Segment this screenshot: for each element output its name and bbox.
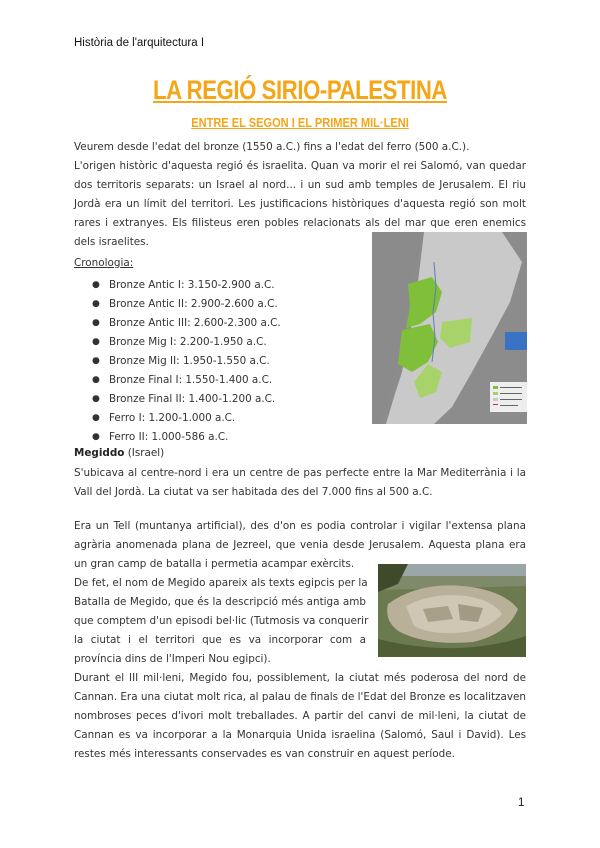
document-header: Història de l'arquitectura I	[74, 37, 205, 49]
chronology-list	[92, 276, 281, 447]
list-item: ● Bronze Antic III: 2.600-2.300 a.C.	[92, 314, 281, 333]
aerial-photo-image	[378, 564, 526, 657]
page-number: 1	[518, 797, 525, 809]
paragraph-line: Cannan. Era una ciutat molt rica, al palau de finals de l'Edat del Bronze es localitzaven	[74, 691, 526, 703]
paragraph-line: Vall del Jordà. La ciutat va ser habitada des del 7.000 fins al 500 a.C.	[74, 486, 433, 498]
list-item: ● Bronze Final I: 1.550-1.400 a.C.	[92, 371, 281, 390]
paragraph-line: la ciutat i el territori que es va incorporar com a	[74, 634, 366, 646]
list-item: ● Bronze Antic II: 2.900-2.600 a.C.	[92, 295, 281, 314]
paragraph-line: Durant el III mil·leni, Megido fou, possiblement, la ciutat més poderosa del nord de	[74, 672, 526, 684]
paragraph-line: restes més interessants conservades es van construir en aquest període.	[74, 748, 455, 760]
bullet-icon: ●	[92, 337, 100, 347]
megiddo-paragraph-2-bottom	[74, 574, 369, 669]
page-subtitle: ENTRE EL SEGON I EL PRIMER MIL·LENI	[191, 115, 409, 130]
intro-line: L'origen històric d'aquesta regió és israelita. Quan va morir el rei Salomó, van quedar	[74, 160, 526, 172]
intro-line: dos territoris separats: un Israel al nord... i un sud amb temples de Jerusalem. El riu	[74, 179, 526, 191]
bullet-icon: ●	[92, 280, 100, 290]
list-item: ● Bronze Antic I: 3.150-2.900 a.C.	[92, 276, 281, 295]
bullet-icon: ●	[92, 318, 100, 328]
list-item: ● Bronze Mig I: 2.200-1.950 a.C.	[92, 333, 281, 352]
paragraph-line: nombroses peces d'ivori molt treballades. A partir del canvi de mil·leni, la ciutat de	[74, 710, 526, 722]
bullet-icon: ●	[92, 394, 100, 404]
paragraph-line: que comptem d'un episodi bel·lic (Tutmosis va conquerir	[74, 615, 369, 627]
list-item: ● Bronze Final II: 1.400-1.200 a.C.	[92, 390, 281, 409]
page-title: LA REGIÓ SIRIO-PALESTINA	[153, 75, 447, 105]
paragraph-line: Batalla de Megido, que és la descripció més antiga amb	[74, 596, 366, 608]
intro-line: Jordà era un límit del territori. Les justificacions històriques d'aquesta regió son molt	[74, 198, 526, 210]
list-item: ● Ferro II: 1.000-586 a.C.	[92, 428, 281, 447]
bullet-icon: ●	[92, 432, 100, 442]
intro-line: rares i extranyes. Els filisteus eren pobles relacionats als del mar que eren enemics	[74, 217, 526, 229]
map-image	[372, 232, 527, 424]
bullet-icon: ●	[92, 356, 100, 366]
list-item: ● Bronze Mig II: 1.950-1.550 a.C.	[92, 352, 281, 371]
megiddo-paragraph-1	[74, 464, 526, 502]
paragraph-line: Cannan es va incorporar a la Monarquia Unida israelina (Salomó, Saul i David). Les	[74, 729, 526, 741]
megiddo-paragraph-3	[74, 669, 526, 764]
bullet-icon: ●	[92, 299, 100, 309]
megiddo-location: (Israel)	[124, 447, 165, 459]
paragraph-line: província dins de l'Imperi Nou egipci).	[74, 653, 271, 665]
intro-line: Veurem desde l'edat del bronze (1550 a.C.) fins a l'edat del ferro (500 a.C.).	[74, 141, 470, 153]
paragraph-line: agrària anomenada plana de Jezreel, que venia desde Jerusalem. Aquesta plana era	[74, 539, 526, 551]
bullet-icon: ●	[92, 413, 100, 423]
paragraph-line: un gran camp de batalla i permetia acampar exèrcits.	[74, 558, 355, 570]
paragraph-line: De fet, el nom de Megido apareix als texts egipcis per la	[74, 577, 368, 589]
paragraph-line: S'ubicava al centre-nord i era un centre de pas perfecte entre la Mar Mediterrània i la	[74, 467, 526, 479]
list-item: ● Ferro I: 1.200-1.000 a.C.	[92, 409, 281, 428]
paragraph-line: Era un Tell (muntanya artificial), des d'on es podia controlar i vigilar l'extensa plana	[74, 520, 526, 532]
megiddo-title: Megiddo	[74, 447, 125, 459]
intro-line: dels israelites.	[74, 236, 149, 248]
chronology-label: Cronologia:	[74, 257, 134, 269]
megiddo-heading	[74, 447, 164, 459]
bullet-icon: ●	[92, 375, 100, 385]
